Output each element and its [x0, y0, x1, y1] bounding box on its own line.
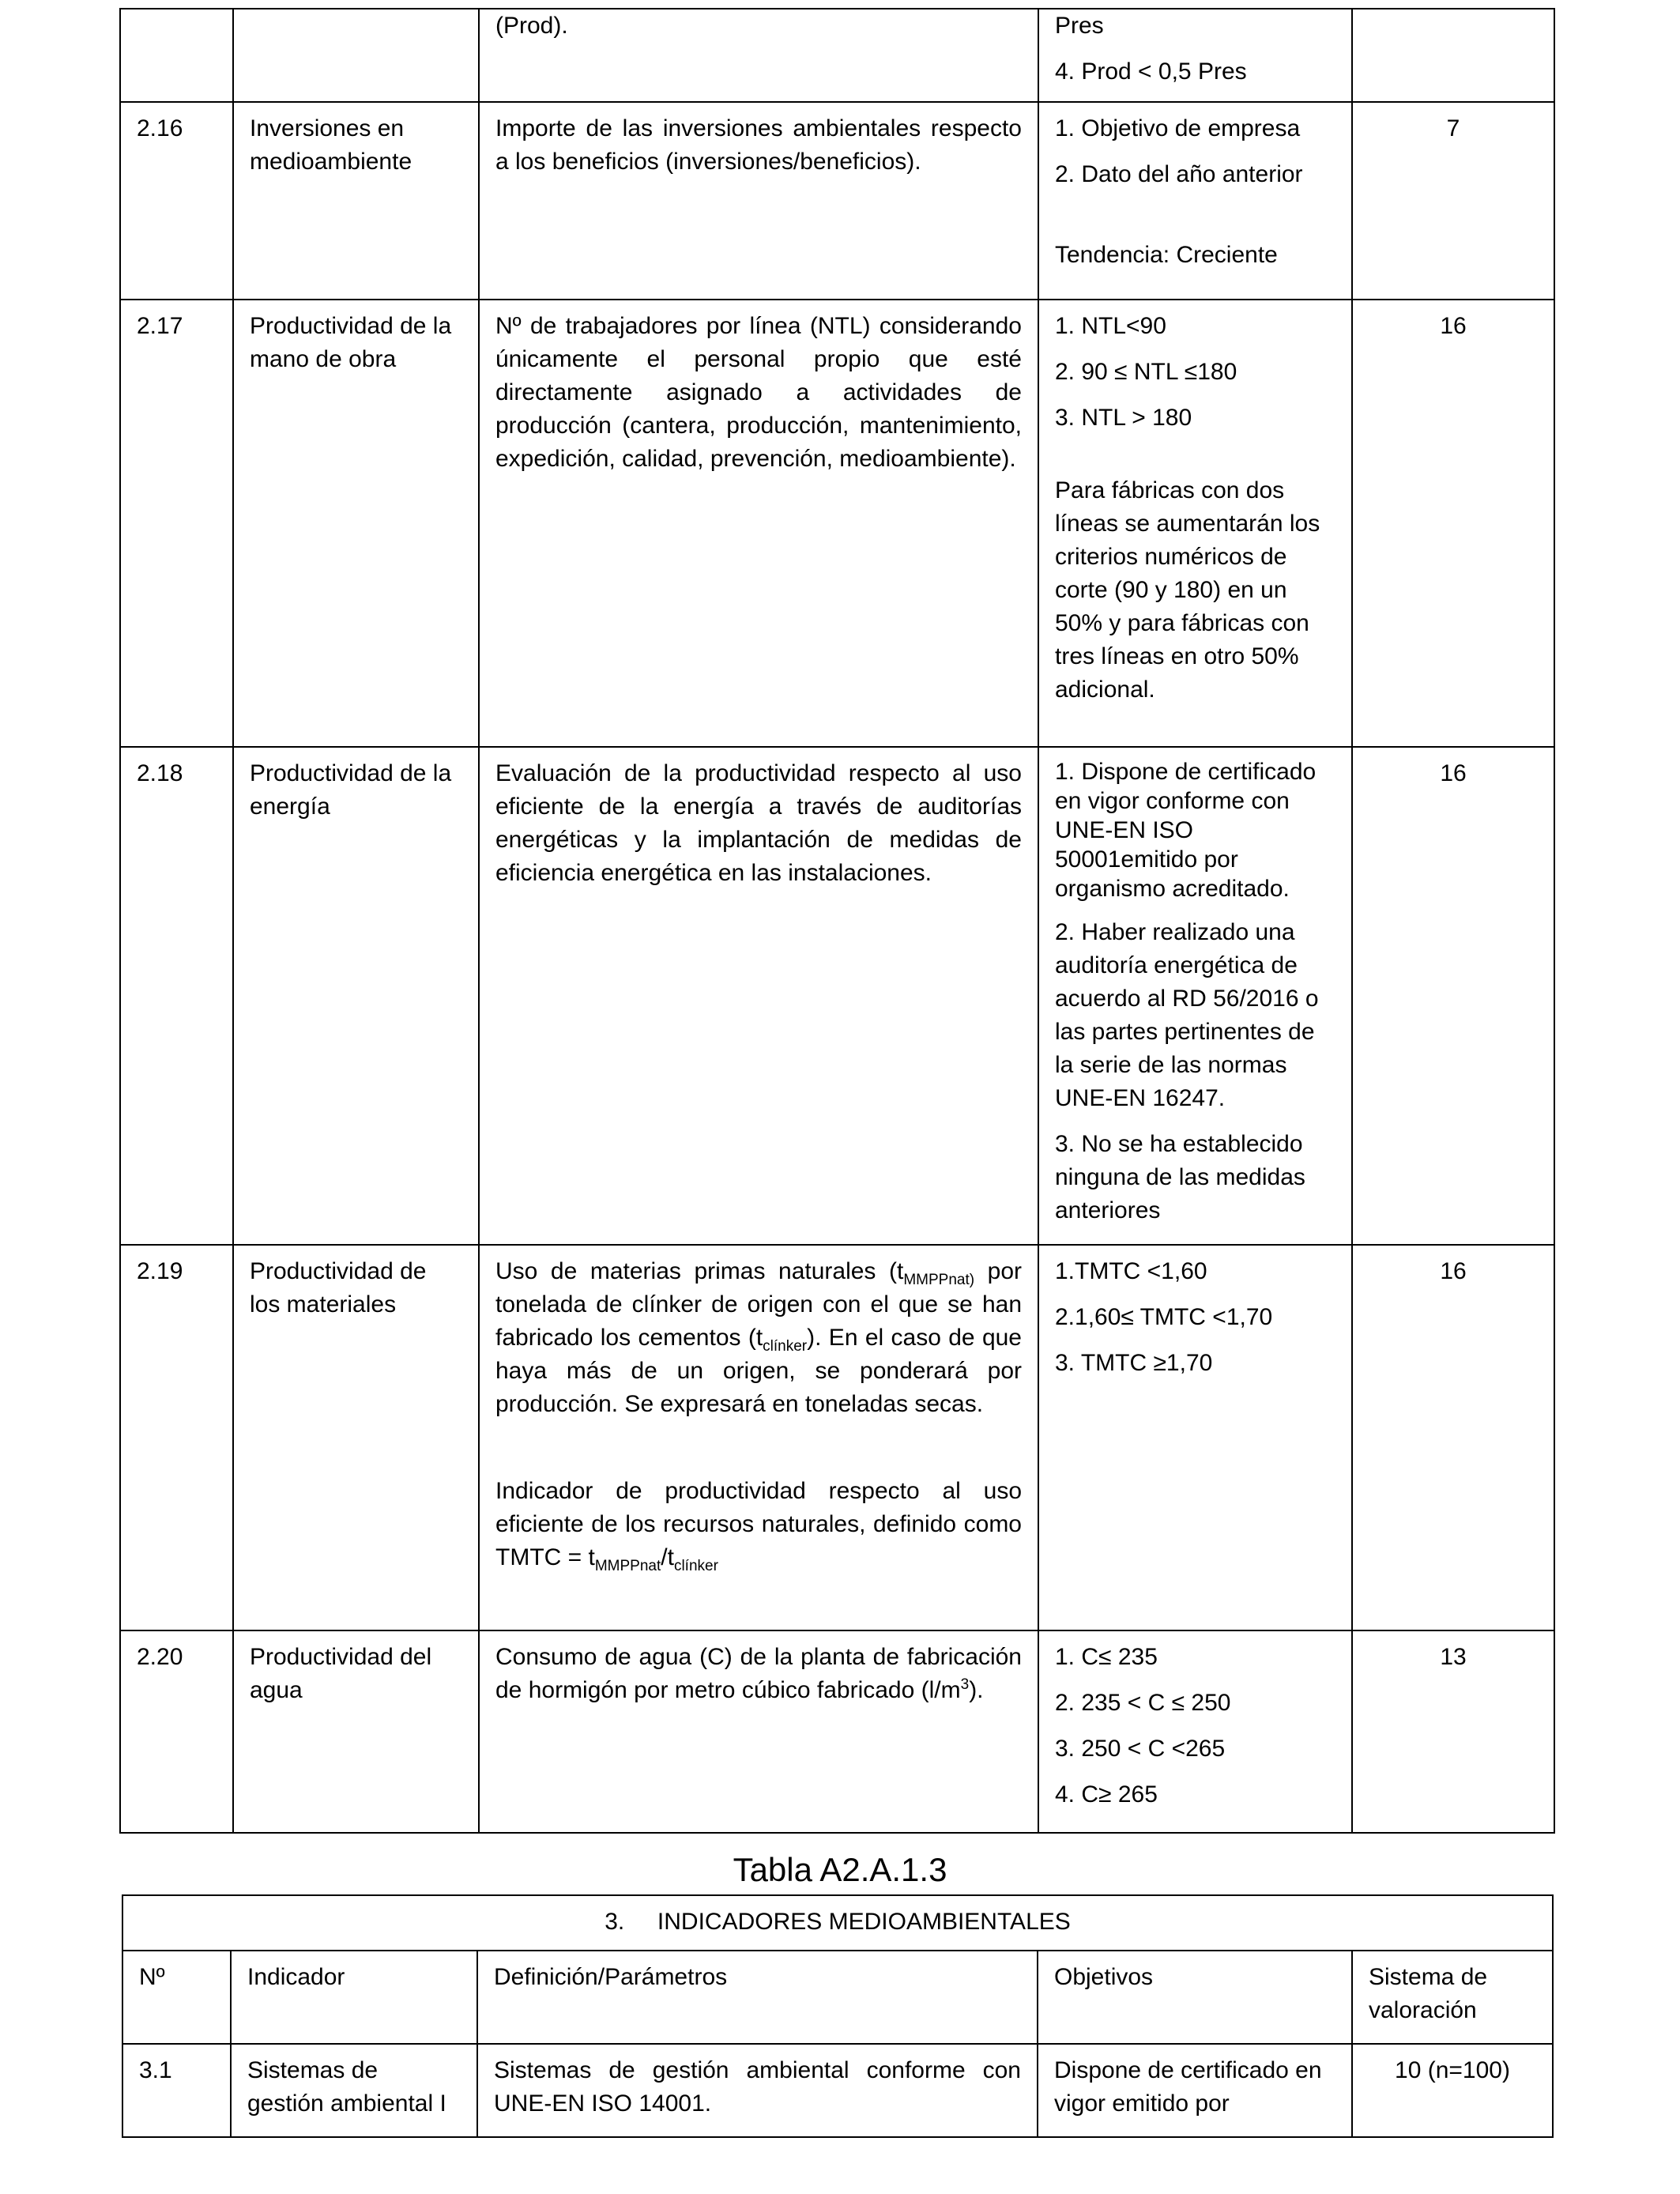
table-row: [120, 300, 1554, 747]
indicator-name: Productividad del agua: [233, 1630, 479, 1833]
indicator-name: Sistemas de gestión ambiental I: [231, 2044, 477, 2137]
row-number: 2.18: [120, 747, 233, 1245]
score-cell: 16: [1352, 300, 1554, 747]
indicator-name: Inversiones en medioambiente: [233, 102, 479, 300]
definition-cell: Consumo de agua (C) de la planta de fabricación de hormigón por metro cúbico fabricado $(l/m^3)$.: [479, 1630, 1038, 1833]
header-scoring: Sistema de valoración: [1352, 1951, 1553, 2044]
section-title-row: [122, 1895, 1553, 1951]
row-number: 2.20: [120, 1630, 233, 1833]
indicators-table-part2: [119, 8, 1555, 1834]
row-number: 2.19: [120, 1245, 233, 1630]
row-number: 2.17: [120, 300, 233, 747]
definition-cell: Importe de las inversiones ambientales respecto a los beneficios (inversiones/beneficios).: [479, 102, 1038, 300]
score-cell: 10 (n=100): [1352, 2044, 1553, 2137]
definition-cell: Nº de trabajadores por línea (NTL) considerando únicamente el personal propio que esté directamente asignado a actividades de producción (cantera, producción, mantenimiento, expedición, calidad, prevención, medioambiente).: [479, 300, 1038, 747]
table-row: [120, 102, 1554, 300]
table-row: [120, 9, 1554, 102]
objectives-cell: Dispone de certificado en vigor emitido por: [1038, 2044, 1352, 2137]
definition-cell: Uso de materias primas naturales ($t_{MMPPnat)}$ por tonelada de clínker de origen con el que se han fabricado los cementos $(t_{clínker})$. En el caso de que haya más de un origen, se ponderará por producción. Se expresará en toneladas secas. Indicador de productividad respecto al uso eficiente de los recursos naturales, definido como TMTC = $t_{MMPPnat}/t_{clínker}$: [479, 1245, 1038, 1630]
header-indicator: Indicador: [231, 1951, 477, 2044]
objectives-cell: 1. C≤ 235 2. 235 < C ≤ 250 3. 250 < C <265 4. C≥ 265: [1038, 1630, 1352, 1833]
definition-cell: Sistemas de gestión ambiental conforme con UNE-EN ISO 14001.: [477, 2044, 1038, 2137]
score-cell: 16: [1352, 747, 1554, 1245]
header-objectives: Objetivos: [1038, 1951, 1352, 2044]
objectives-cell: Pres 4. Prod < 0,5 Pres: [1038, 9, 1352, 102]
table-row: [120, 747, 1554, 1245]
row-number: 3.1: [122, 2044, 231, 2137]
table-caption: Tabla A2.A.1.3: [733, 1851, 947, 1888]
table-row: [122, 2044, 1553, 2137]
header-definition: Definición/Parámetros: [477, 1951, 1038, 2044]
score-cell: 7: [1352, 102, 1554, 300]
score-cell: 13: [1352, 1630, 1554, 1833]
section-title: 3. INDICADORES MEDIOAMBIENTALES: [122, 1895, 1553, 1951]
row-number: 2.16: [120, 102, 233, 300]
table-row: [120, 1245, 1554, 1630]
definition-cell: (Prod).: [479, 9, 1038, 102]
indicator-name: Productividad de la mano de obra: [233, 300, 479, 747]
objectives-cell: 1. Dispone de certificado en vigor conforme con UNE-EN ISO 50001emitido por organismo acreditado. 2. Haber realizado una auditoría energética de acuerdo al RD 56/2016 o las partes pertinentes de la serie de las normas UNE-EN 16247. 3. No se ha establecido ninguna de las medidas anteriores: [1038, 747, 1352, 1245]
header-row: [122, 1951, 1553, 2044]
indicator-name: Productividad de la energía: [233, 747, 479, 1245]
header-number: Nº: [122, 1951, 231, 2044]
objectives-cell: 1.TMTC <1,60 2.1,60≤ TMTC <1,70 3. TMTC ≥1,70: [1038, 1245, 1352, 1630]
objectives-cell: 1. Objetivo de empresa 2. Dato del año anterior Tendencia: Creciente: [1038, 102, 1352, 300]
environmental-indicators-table: [122, 1894, 1554, 2138]
indicator-name: Productividad de los materiales: [233, 1245, 479, 1630]
definition-cell: Evaluación de la productividad respecto al uso eficiente de la energía a través de auditorías energéticas y la implantación de medidas de eficiencia energética en las instalaciones.: [479, 747, 1038, 1245]
objectives-cell: 1. NTL<90 2. 90 ≤ NTL ≤180 3. NTL > 180 Para fábricas con dos líneas se aumentarán los criterios numéricos de corte (90 y 180) en un 50% y para fábricas con tres líneas en otro 50% adicional.: [1038, 300, 1352, 747]
score-cell: 16: [1352, 1245, 1554, 1630]
table-row: [120, 1630, 1554, 1833]
